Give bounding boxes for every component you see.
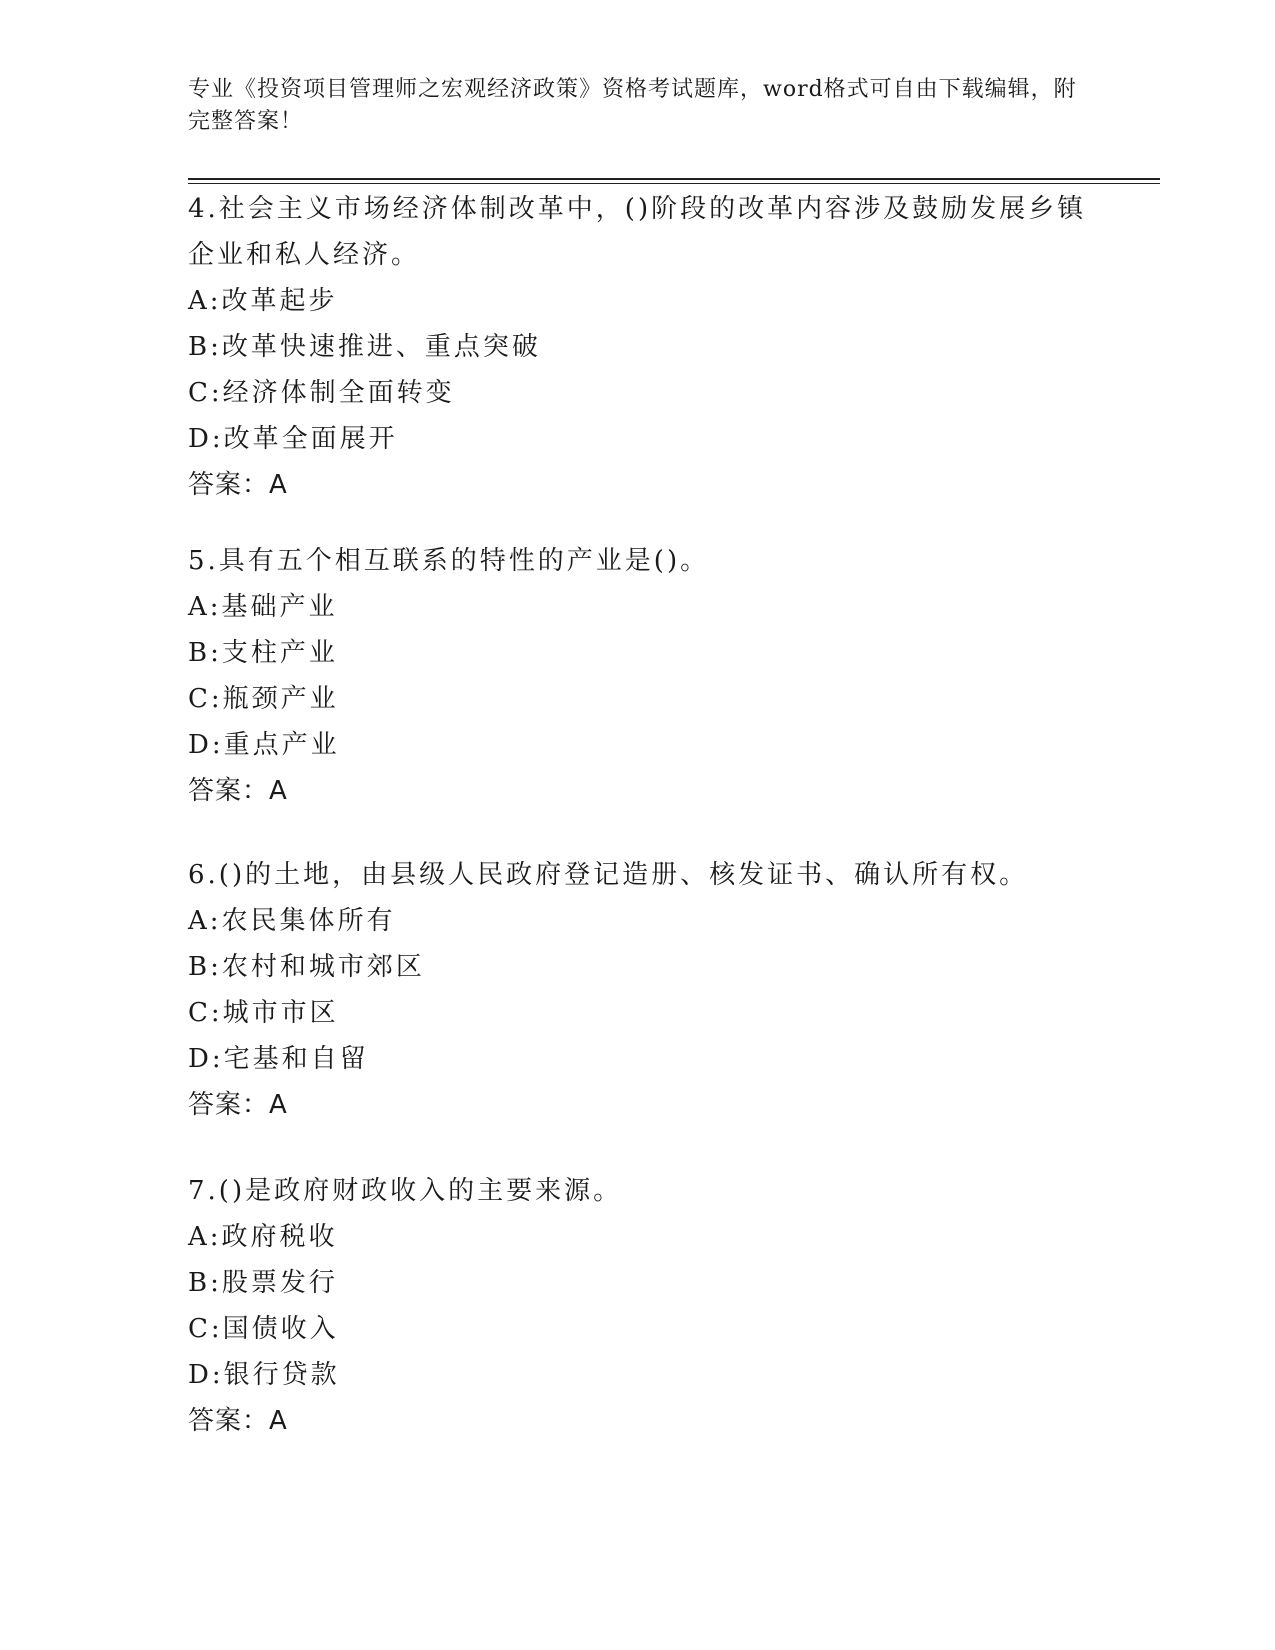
question-stem: 7.()是政府财政收入的主要来源。 [188,1176,623,1206]
option-a: A:基础产业 [188,592,338,622]
option-d: D:银行贷款 [188,1360,340,1390]
answer-line: 答案：A [188,776,288,806]
option-d: D:改革全面展开 [188,424,398,454]
option-c: C:国债收入 [188,1314,339,1344]
option-b: B:股票发行 [188,1268,338,1298]
question-6 [188,852,1088,1128]
question-stem: 6.()的土地，由县级人民政府登记造册、核发证书、确认所有权。 [188,860,1029,890]
option-a: A:农民集体所有 [188,906,396,936]
answer-line: 答案：A [188,1090,288,1120]
option-d: D:宅基和自留 [188,1044,369,1074]
question-stem: 4.社会主义市场经济体制改革中，()阶段的改革内容涉及鼓励发展乡镇企业和私人经济。 [188,194,1087,270]
question-4 [188,186,1088,508]
document-header: 专业《投资项目管理师之宏观经济政策》资格考试题库，word格式可自由下载编辑，附完整答案！ [188,77,1077,134]
question-7 [188,1168,1088,1444]
option-a: A:改革起步 [188,286,338,316]
answer-line: 答案：A [188,470,288,500]
option-d: D:重点产业 [188,730,340,760]
question-stem: 5.具有五个相互联系的特性的产业是()。 [188,546,710,576]
question-5 [188,538,1088,814]
option-c: C:城市市区 [188,998,339,1028]
option-b: B:改革快速推进、重点突破 [188,332,541,362]
header-divider-thin [188,183,1160,184]
option-c: C:瓶颈产业 [188,684,339,714]
option-b: B:支柱产业 [188,638,338,668]
header-divider-thick [188,178,1160,180]
option-a: A:政府税收 [188,1222,338,1252]
option-c: C:经济体制全面转变 [188,378,455,408]
option-b: B:农村和城市郊区 [188,952,425,982]
answer-line: 答案：A [188,1406,288,1436]
